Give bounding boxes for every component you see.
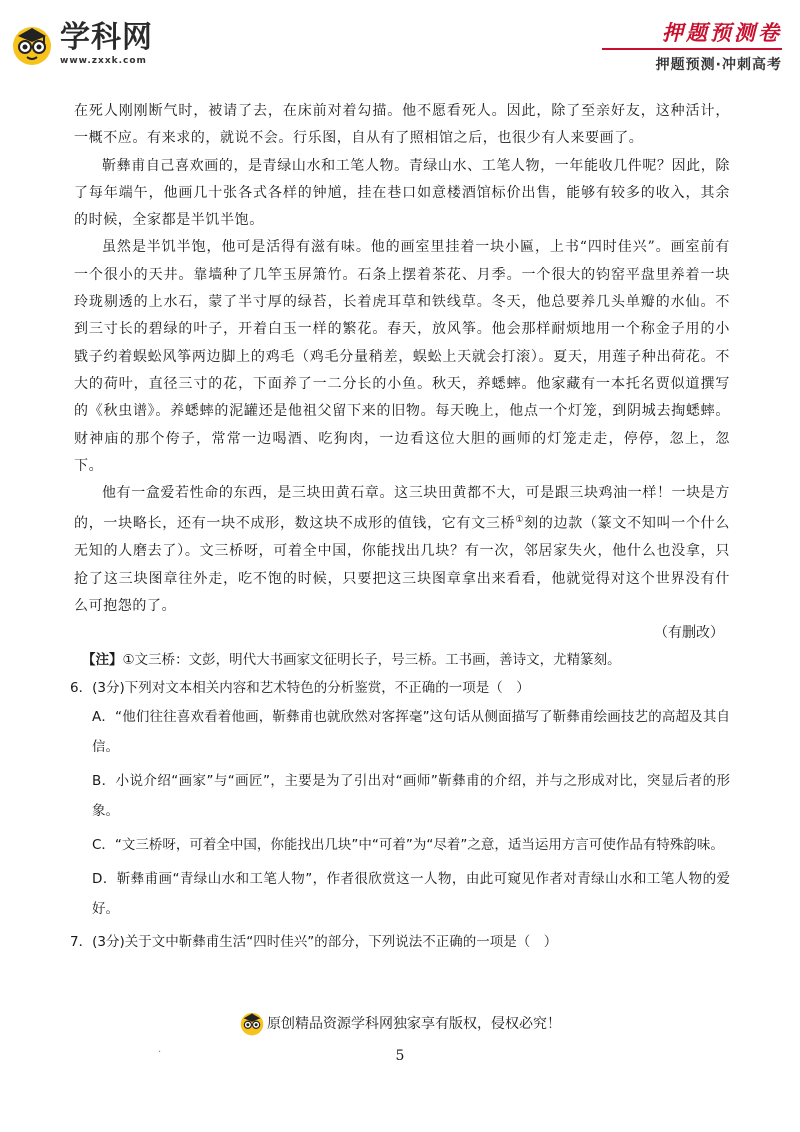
stray-dot: . <box>158 1044 162 1055</box>
question-6-option-b: B．小说介绍“画家”与“画匠”，主要是为了引出对“画师”靳彝甫的介绍，并与之形成对比，突显后者的形象。 <box>92 773 730 820</box>
question-7-stem: 7．(3分)关于文中靳彝甫生活“四时佳兴”的部分，下列说法不正确的一项是（ ） <box>70 934 558 951</box>
paragraph-4-before: 他有一盒爱若性命的东西，是三块田黄石章。这三块田黄都不大，可是跟三块鸡油一样！一块是方的，一块略长，还有一块不成形，数这块不成形的值钱，它有文三桥 <box>74 485 730 533</box>
exam-badge <box>582 20 782 74</box>
badge-divider <box>602 48 782 50</box>
page-number: 5 <box>395 1048 405 1064</box>
paragraph-4-after: 刻的边款（篆文不知叫一个什么无知的人磨去了）。文三桥呀，可着全中国，你能找出几块？有一次，邻居家失火，他什么也没拿，只抢了这三块图章往外走，吃不饱的时候，只要把这三块图章拿出来看看，他就觉得对这个世界没有什么可抱怨的了。 <box>74 516 730 614</box>
paragraph-2: 靳彝甫自己喜欢画的，是青绿山水和工笔人物。青绿山水、工笔人物，一年能收几件呢？因此，除了每年端午，他画几十张各式各样的钟馗，挂在巷口如意楼酒馆标价出售，能够有较多的收入，其余的时候，全家都是半饥半饱。 <box>74 157 730 229</box>
article-body <box>70 98 730 956</box>
question-6-option-c: C．“文三桥呀，可着全中国，你能找出几块”中“可着”为“尽着”之意，适当运用方言可使作品有特殊韵味。 <box>92 837 724 854</box>
logo-name: 学科网 <box>60 20 153 55</box>
footnote-label: 【注】 <box>82 652 123 669</box>
copyright-notice: 原创精品资源学科网独家享有版权，侵权必究！ <box>267 1016 561 1032</box>
page-header <box>0 0 800 80</box>
logo-url[interactable]: www.zxxk.com <box>60 56 147 66</box>
question-6-option-d: D．靳彝甫画“青绿山水和工笔人物”，作者很欣赏这一人物，由此可窥见作者对青绿山水和工笔人物的爱好。 <box>92 871 730 918</box>
paragraph-1: 在死人刚刚断气时，被请了去，在床前对着勾描。他不愿看死人。因此，除了至亲好友，这种活计，一概不应。有来求的，就说不会。行乐图，自从有了照相馆之后，也很少有人来要画了。 <box>74 103 730 147</box>
footnote-marker: ① <box>515 515 525 526</box>
paragraph-3: 虽然是半饥半饱，他可是活得有滋有味。他的画室里挂着一块小匾，上书“四时佳兴”。画室前有一个很小的天井。靠墙种了几竿玉屏箫竹。石条上摆着茶花、月季。一个很大的钧窑平盘里养着一块玲珑剔透的上水石，蒙了半寸厚的绿苔，长着虎耳草和铁线草。冬天，他总要养几头单瓣的水仙。不到三寸长的碧绿的叶子，开着白玉一样的繁花。春天，放风筝。他会那样耐烦地用一个称金子用的小戥子约着蜈蚣风筝两边脚上的鸡毛（鸡毛分量稍差，蜈蚣上天就会打滚）。夏天，用莲子种出荷花。不大的荷叶，直径三寸的花，下面养了一二分长的小鱼。秋天，养蟋蟀。他家藏有一本托名贾似道撰写的《秋虫谱》。养蟋蟀的泥罐还是他祖父留下来的旧物。每天晚上，他点一个灯笼，到阴城去掏蟋蟀。财神庙的那个侉子，常常一边喝酒、吃狗肉，一边看这位大胆的画师的灯笼走走，停停，忽上，忽下。 <box>74 239 730 474</box>
footnote <box>74 647 730 674</box>
footnote-text: ①文三桥：文彭，明代大书画家文征明长子，号三桥。工书画，善诗文，尤精篆刻。 <box>122 652 621 669</box>
question-6-stem: 6．(3分)下列对文本相关内容和艺术特色的分析鉴赏，不正确的一项是（ ） <box>70 680 530 697</box>
owl-mascot-icon <box>10 22 54 66</box>
question-6-option-a: A．“他们往往喜欢看着他画，靳彝甫也就欣然对客挥毫”这句话从侧面描写了靳彝甫绘画技艺的高超及其自信。 <box>92 709 730 756</box>
badge-title: 押题预测卷 <box>662 20 782 45</box>
owl-mascot-icon <box>239 1010 265 1036</box>
site-logo[interactable] <box>10 22 153 66</box>
page-footer <box>0 1010 800 1040</box>
badge-subtitle: 押题预测·冲刺高考 <box>655 57 782 73</box>
byline: （有删改） <box>654 625 724 642</box>
paragraph-4 <box>74 480 730 620</box>
